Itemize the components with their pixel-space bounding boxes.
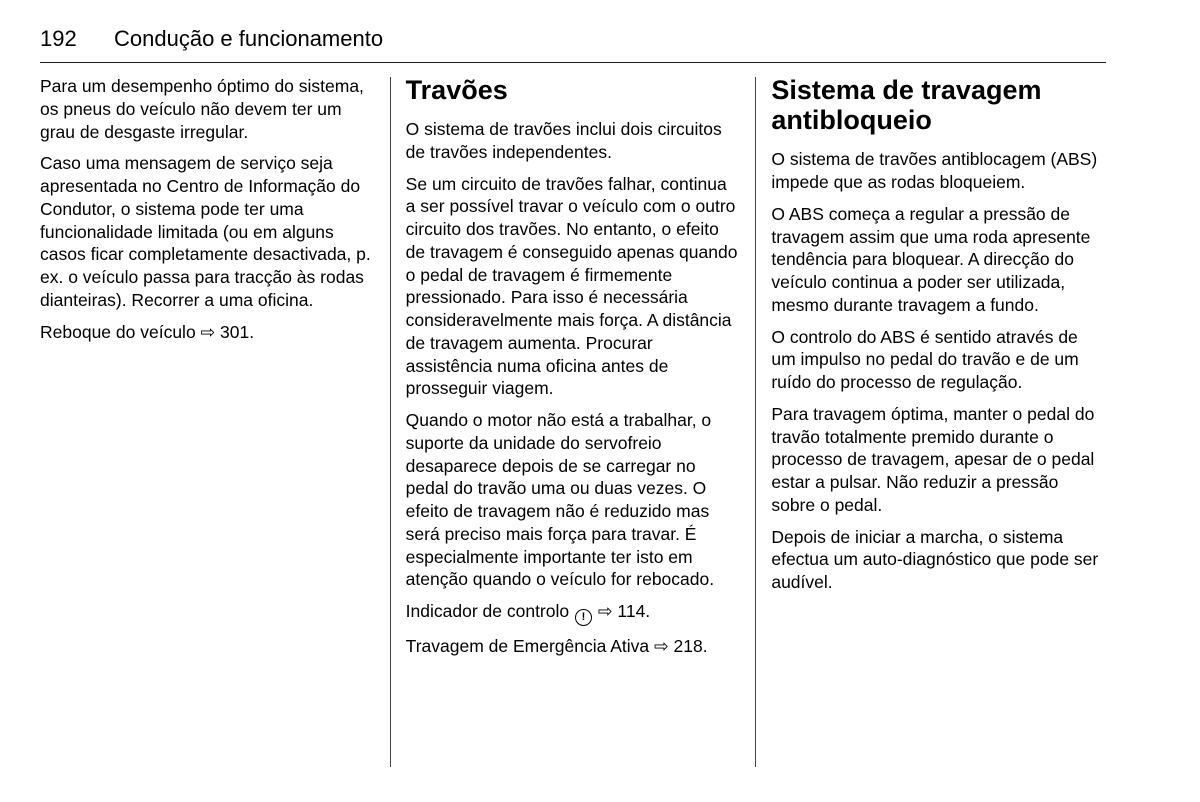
indicator-label: Indicador de controlo [405, 601, 570, 622]
paragraph: O sistema de travões inclui dois circuitos de travões independentes. [405, 119, 722, 162]
paragraph: Depois de iniciar a marcha, o sistema efectua um auto-diagnóstico que pode ser audível. [771, 526, 1099, 593]
paragraph: Caso uma mensagem de serviço seja apresentada no Centro de Informação do Condutor, o sistema pode ter uma funcionalidade limitada (ou em alguns casos ficar completamente desactivada, p. ex. o veículo passa para tracção às rodas dianteiras). Recorrer a uma oficina. [40, 153, 371, 310]
header-rule [40, 62, 1106, 63]
column-middle [406, 75, 741, 767]
column-divider [390, 77, 391, 767]
column-divider [755, 77, 756, 767]
page-number: 192 [40, 26, 77, 51]
page-header [40, 26, 1160, 52]
section-heading-brakes: Travões [405, 75, 508, 105]
paragraph: Para travagem óptima, manter o pedal do travão totalmente premido durante o processo de travagem, apesar de o pedal estar a pulsar. Não reduzir a pressão sobre o pedal. [771, 403, 1095, 515]
paragraph: O controlo do ABS é sentido através de um impulso no pedal do travão e de um ruído do processo de regulação. [771, 326, 1079, 393]
paragraph: Quando o motor não está a trabalhar, o suporte da unidade do servofreio desaparece depois de se carregar no pedal do travão uma ou duas vezes. O efeito de travagem não é reduzido mas será preciso mais força para travar. É especialmente importante ter isto em atenção quando o veículo for rebocado. [405, 410, 715, 590]
paragraph-page-ref: Travagem de Emergência Ativa ⇨ 218. [405, 636, 708, 657]
content-columns [40, 75, 1106, 767]
indicator-control-line [406, 600, 741, 626]
paragraph: Se um circuito de travões falhar, continua a ser possível travar o veículo com o outro circuito dos travões. No entanto, o efeito de travagem é conseguido apenas quando o pedal de travagem é firmemente pressionado. Para isso é necessária consideravelmente mais força. A distância de travagem aumenta. Procurar assistência numa oficina antes de prosseguir viagem. [405, 173, 738, 399]
indicator-page-ref: ⇨ 114. [597, 601, 651, 622]
section-heading-abs: Sistema de travagem antibloqueio [771, 75, 1042, 136]
column-left [40, 75, 375, 767]
paragraph-page-ref: Reboque do veículo ⇨ 301. [40, 321, 255, 342]
brake-warning-glyph: ! [581, 611, 586, 624]
column-right [771, 75, 1106, 767]
brake-warning-icon [575, 609, 592, 626]
paragraph: O ABS começa a regular a pressão de travagem assim que uma roda apresente tendência para bloquear. A direcção do veículo continua a poder ser utilizada, mesmo durante travagem a fundo. [771, 203, 1091, 315]
paragraph: O sistema de travões antiblocagem (ABS) impede que as rodas bloqueiem. [771, 149, 1098, 193]
paragraph: Para um desempenho óptimo do sistema, os pneus do veículo não devem ter um grau de desgaste irregular. [40, 76, 364, 142]
chapter-title: Condução e funcionamento [114, 26, 384, 51]
